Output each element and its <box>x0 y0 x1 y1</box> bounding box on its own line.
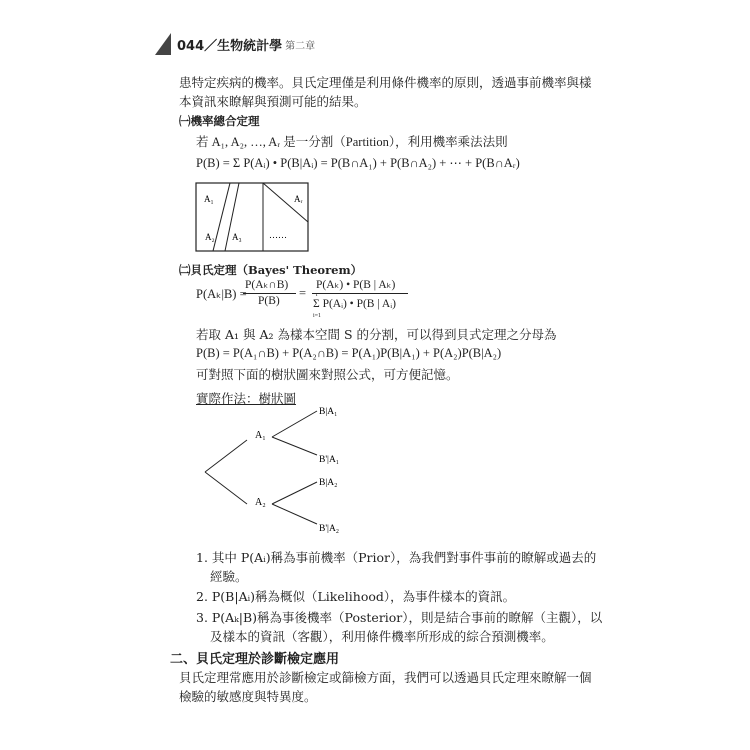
header-tab-icon <box>155 33 171 55</box>
label-a3: A₃ <box>232 232 242 242</box>
label-ar: Aᵣ <box>294 194 303 204</box>
partition-diagram <box>195 182 310 254</box>
frac2-numerator: P(Aₖ) • P(B | Aₖ) <box>316 279 396 291</box>
section2-title: ㈡貝氏定理（Bayes' Theorem） <box>179 263 363 277</box>
section1-desc: 若 A₁, A₂, …, Aᵣ 是一分割（Partition），利用機率乘法法則 <box>196 135 508 149</box>
page-number-title: 044／生物統計學 <box>177 38 283 54</box>
tree-node-a1: A₁ <box>255 430 266 441</box>
note-3-line-b: 及樣本的資訊（客觀），利用條件機率所形成的綜合預測機率。 <box>210 629 554 644</box>
note-2: 2. P(B|Aᵢ)稱為概似（Likelihood），為事件樣本的資訊。 <box>196 589 516 604</box>
sum-upper-limit: r <box>316 292 318 298</box>
frac1-bar <box>243 293 296 294</box>
label-dots: …… <box>269 230 287 240</box>
branch-a1-b <box>272 411 317 437</box>
tree-node-a2: A₂ <box>255 497 266 508</box>
section3-line-2: 檢驗的敏感度與特異度。 <box>179 689 317 704</box>
note-1-line-a: 1. 其中 P(Aᵢ)稱為事前機率（Prior），為我們對事件事前的瞭解或過去的 <box>196 550 597 565</box>
tree-leaf-bc-a2: B'|A₂ <box>319 524 340 534</box>
label-a2: A₂ <box>205 232 215 242</box>
section3-title: 二、貝氏定理於診斷檢定應用 <box>170 652 340 667</box>
tree-leaf-bc-a1: B'|A₁ <box>319 455 340 465</box>
tree-title: 實際作法：樹狀圖 <box>196 391 297 406</box>
section2-line-1: 若取 A₁ 與 A₂ 為樣本空間 S 的分割，可以得到貝式定理之分母為 <box>196 327 557 342</box>
chapter-label: 第二章 <box>285 40 316 52</box>
note-1-line-b: 經驗。 <box>210 569 248 584</box>
section2-line-2: P(B) = P(A₁∩B) + P(A₂∩B) = P(A₁)P(B|A₁) + P(A₂)P(B|A₂) <box>196 346 502 360</box>
page-header <box>155 33 315 55</box>
branch-a1-bc <box>272 437 317 455</box>
section3-line-1: 貝氏定理常應用於診斷檢定或篩檢方面，我們可以透過貝氏定理來瞭解一個 <box>179 670 592 685</box>
tree-leaf-b-a1: B|A₁ <box>319 407 338 417</box>
frac2-bar <box>312 293 408 294</box>
intro-line-2: 本資訊來瞭解與預測可能的結果。 <box>179 94 367 109</box>
branch-root-a2 <box>205 472 247 504</box>
frac2-denominator: Σ P(Aᵢ) • P(B | Aᵢ) <box>313 298 396 310</box>
section1-title: ㈠機率總合定理 <box>179 114 260 128</box>
frac1-denominator: P(B) <box>258 295 280 307</box>
total-probability-formula: P(B) = Σ P(Aᵢ) • P(B|Aᵢ) = P(B∩A₁) + P(B∩A₂) + ⋯ + P(B∩Aᵣ) <box>196 156 520 170</box>
note-3-line-a: 3. P(Aₖ|B)稱為事後機率（Posterior），則是結合事前的瞭解（主觀），以 <box>196 610 603 625</box>
bayes-lhs: P(Aₖ|B) = <box>196 287 247 301</box>
tree-leaf-b-a2: B|A₂ <box>319 478 338 488</box>
branch-a2-b <box>272 482 317 504</box>
sum-lower-limit: i=1 <box>313 313 322 319</box>
branch-a2-bc <box>272 504 317 524</box>
frac1-numerator: P(Aₖ∩B) <box>245 279 289 291</box>
label-a1: A₁ <box>204 194 214 204</box>
bayes-equals: = <box>299 286 307 300</box>
section2-line-3: 可對照下面的樹狀圖來對照公式，可方便記憶。 <box>196 367 459 382</box>
probability-tree-diagram <box>195 400 365 540</box>
intro-line-1: 患特定疾病的機率。貝氏定理僅是利用條件機率的原則，透過事前機率與樣 <box>179 75 592 90</box>
branch-root-a1 <box>205 440 247 472</box>
